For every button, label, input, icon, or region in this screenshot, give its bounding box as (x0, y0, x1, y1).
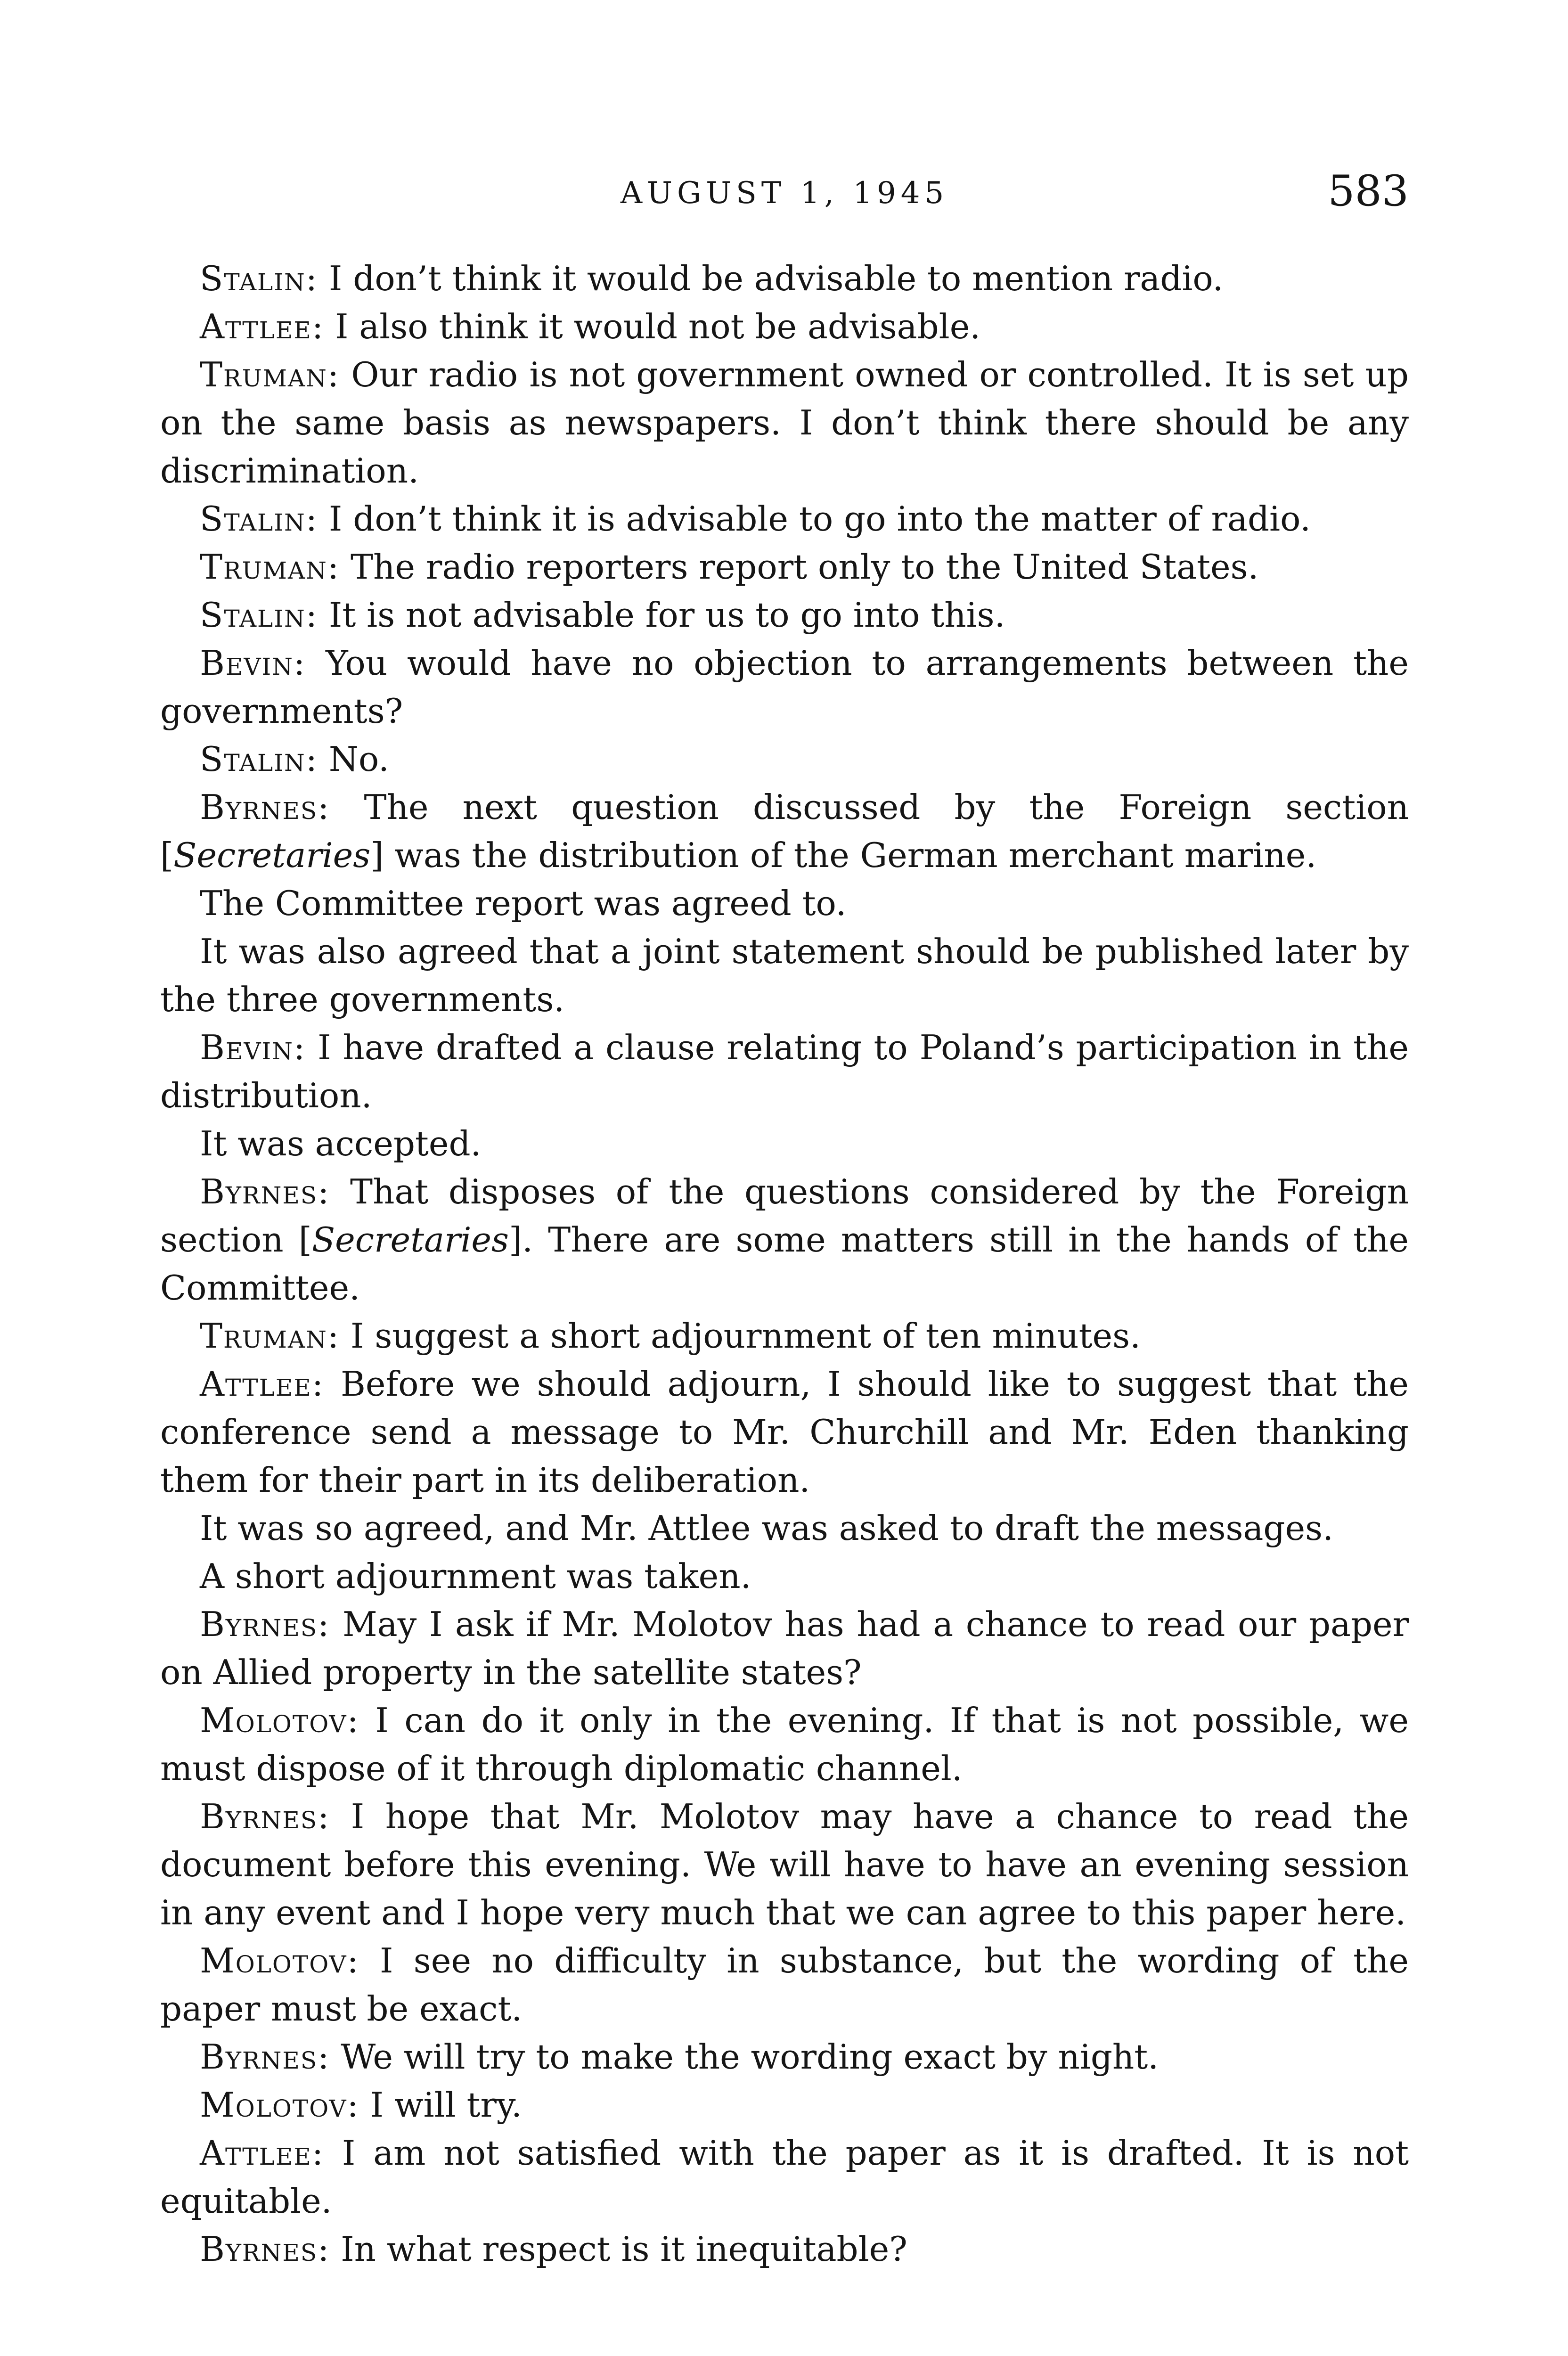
paragraph-text: Our radio is not government owned or controlled. It is set up on the same basis as newspapers. I don’t think there should be any discrimination. (160, 355, 1409, 491)
speaker-label: Truman: (200, 1316, 340, 1356)
paragraph-text: Before we should adjourn, I should like to suggest that the conference send a message to Mr. Churchill and Mr. Eden thanking them for their part in its deliberation. (160, 1364, 1409, 1500)
speaker-label: Truman: (200, 355, 340, 394)
body-text (160, 254, 1409, 2273)
page-number: 583 (1328, 166, 1409, 216)
speaker-label: Stalin: (200, 739, 318, 779)
speaker-label: Byrnes: (200, 1172, 330, 1211)
paragraph (160, 1552, 1409, 1600)
italic-term: Secretaries (173, 835, 371, 875)
paragraph (160, 1792, 1409, 1937)
paragraph (160, 879, 1409, 927)
paragraph (160, 1937, 1409, 2033)
speaker-label: Stalin: (200, 499, 318, 539)
speaker-label: Byrnes: (200, 2037, 330, 2077)
paragraph (160, 2081, 1409, 2129)
italic-term: Secretaries (311, 1220, 509, 1260)
paragraph-text: The next question discussed by the Foreign section [ (160, 787, 1409, 875)
speaker-label: Stalin: (200, 595, 318, 635)
paragraph-text: We will try to make the wording exact by night. (330, 2037, 1159, 2077)
speaker-label: Bevin: (200, 643, 306, 683)
paragraph (160, 639, 1409, 735)
running-head (160, 166, 1409, 231)
speaker-label: Byrnes: (200, 2229, 330, 2269)
paragraph-text: That disposes of the questions considered by the Foreign section [ (160, 1172, 1409, 1260)
paragraph (160, 351, 1409, 495)
paragraph-text: I don’t think it would be advisable to mention radio. (318, 259, 1224, 298)
paragraph (160, 1120, 1409, 1168)
speaker-label: Truman: (200, 547, 340, 587)
paragraph-text: It was accepted. (200, 1124, 482, 1163)
paragraph-text: I am not satisfied with the paper as it is drafted. It is not equitable. (160, 2133, 1409, 2221)
paragraph-text: ]. There are some matters still in the hands of the Committee. (160, 1220, 1409, 1308)
paragraph (160, 2033, 1409, 2081)
paragraph (160, 1504, 1409, 1552)
paragraph (160, 591, 1409, 639)
running-title: AUGUST 1, 1945 (620, 176, 949, 211)
paragraph-text: You would have no objection to arrangements between the governments? (160, 643, 1409, 731)
speaker-label: Bevin: (200, 1028, 306, 1067)
paragraph (160, 783, 1409, 879)
paragraph (160, 1312, 1409, 1360)
paragraph-text: I hope that Mr. Molotov may have a chance to read the document before this evening. We will have to have an evening session in any event and I hope very much that we can agree to this paper here. (160, 1797, 1409, 1932)
speaker-label: Byrnes: (200, 787, 330, 827)
paragraph-text: It was so agreed, and Mr. Attlee was asked to draft the messages. (200, 1508, 1333, 1548)
paragraph (160, 303, 1409, 351)
paragraph (160, 735, 1409, 783)
paragraph (160, 927, 1409, 1023)
speaker-label: Attlee: (200, 307, 325, 346)
speaker-label: Byrnes: (200, 1797, 330, 1836)
paragraph-text: No. (318, 739, 389, 779)
paragraph-text: It is not advisable for us to go into this. (318, 595, 1005, 635)
speaker-label: Attlee: (200, 2133, 325, 2173)
speaker-label: Molotov: (200, 1941, 359, 1980)
paragraph (160, 1168, 1409, 1312)
speaker-label: Byrnes: (200, 1604, 330, 1644)
paragraph (160, 1600, 1409, 1696)
paragraph-text: I have drafted a clause relating to Poland’s participation in the distribution. (160, 1028, 1409, 1115)
paragraph-text: The radio reporters report only to the United States. (340, 547, 1259, 587)
paragraph-text: I suggest a short adjournment of ten minutes. (340, 1316, 1141, 1356)
paragraph-text: ] was the distribution of the German merchant marine. (370, 835, 1317, 875)
speaker-label: Molotov: (200, 2085, 359, 2125)
paragraph-text: I see no difficulty in substance, but the wording of the paper must be exact. (160, 1941, 1409, 2029)
paragraph-text: I will try. (359, 2085, 522, 2125)
paragraph (160, 2129, 1409, 2225)
paragraph-text: I also think it would not be advisable. (324, 307, 981, 346)
paragraph-text: May I ask if Mr. Molotov has had a chance to read our paper on Allied property in the satellite states? (160, 1604, 1409, 1692)
paragraph-text: A short adjournment was taken. (200, 1556, 751, 1596)
paragraph (160, 1360, 1409, 1504)
paragraph (160, 1023, 1409, 1120)
paragraph-text: It was also agreed that a joint statement should be published later by the three governments. (160, 932, 1409, 1019)
paragraph-text: I don’t think it is advisable to go into the matter of radio. (318, 499, 1311, 539)
paragraph (160, 1696, 1409, 1792)
paragraph-text: In what respect is it inequitable? (330, 2229, 907, 2269)
paragraph (160, 495, 1409, 543)
paragraph (160, 543, 1409, 591)
speaker-label: Attlee: (200, 1364, 325, 1404)
paragraph-text: The Committee report was agreed to. (200, 884, 847, 923)
speaker-label: Molotov: (200, 1701, 359, 1740)
speaker-label: Stalin: (200, 259, 318, 298)
paragraph-text: I can do it only in the evening. If that is not possible, we must dispose of it through diplomatic channel. (160, 1701, 1409, 1788)
paragraph (160, 254, 1409, 303)
paragraph (160, 2225, 1409, 2273)
